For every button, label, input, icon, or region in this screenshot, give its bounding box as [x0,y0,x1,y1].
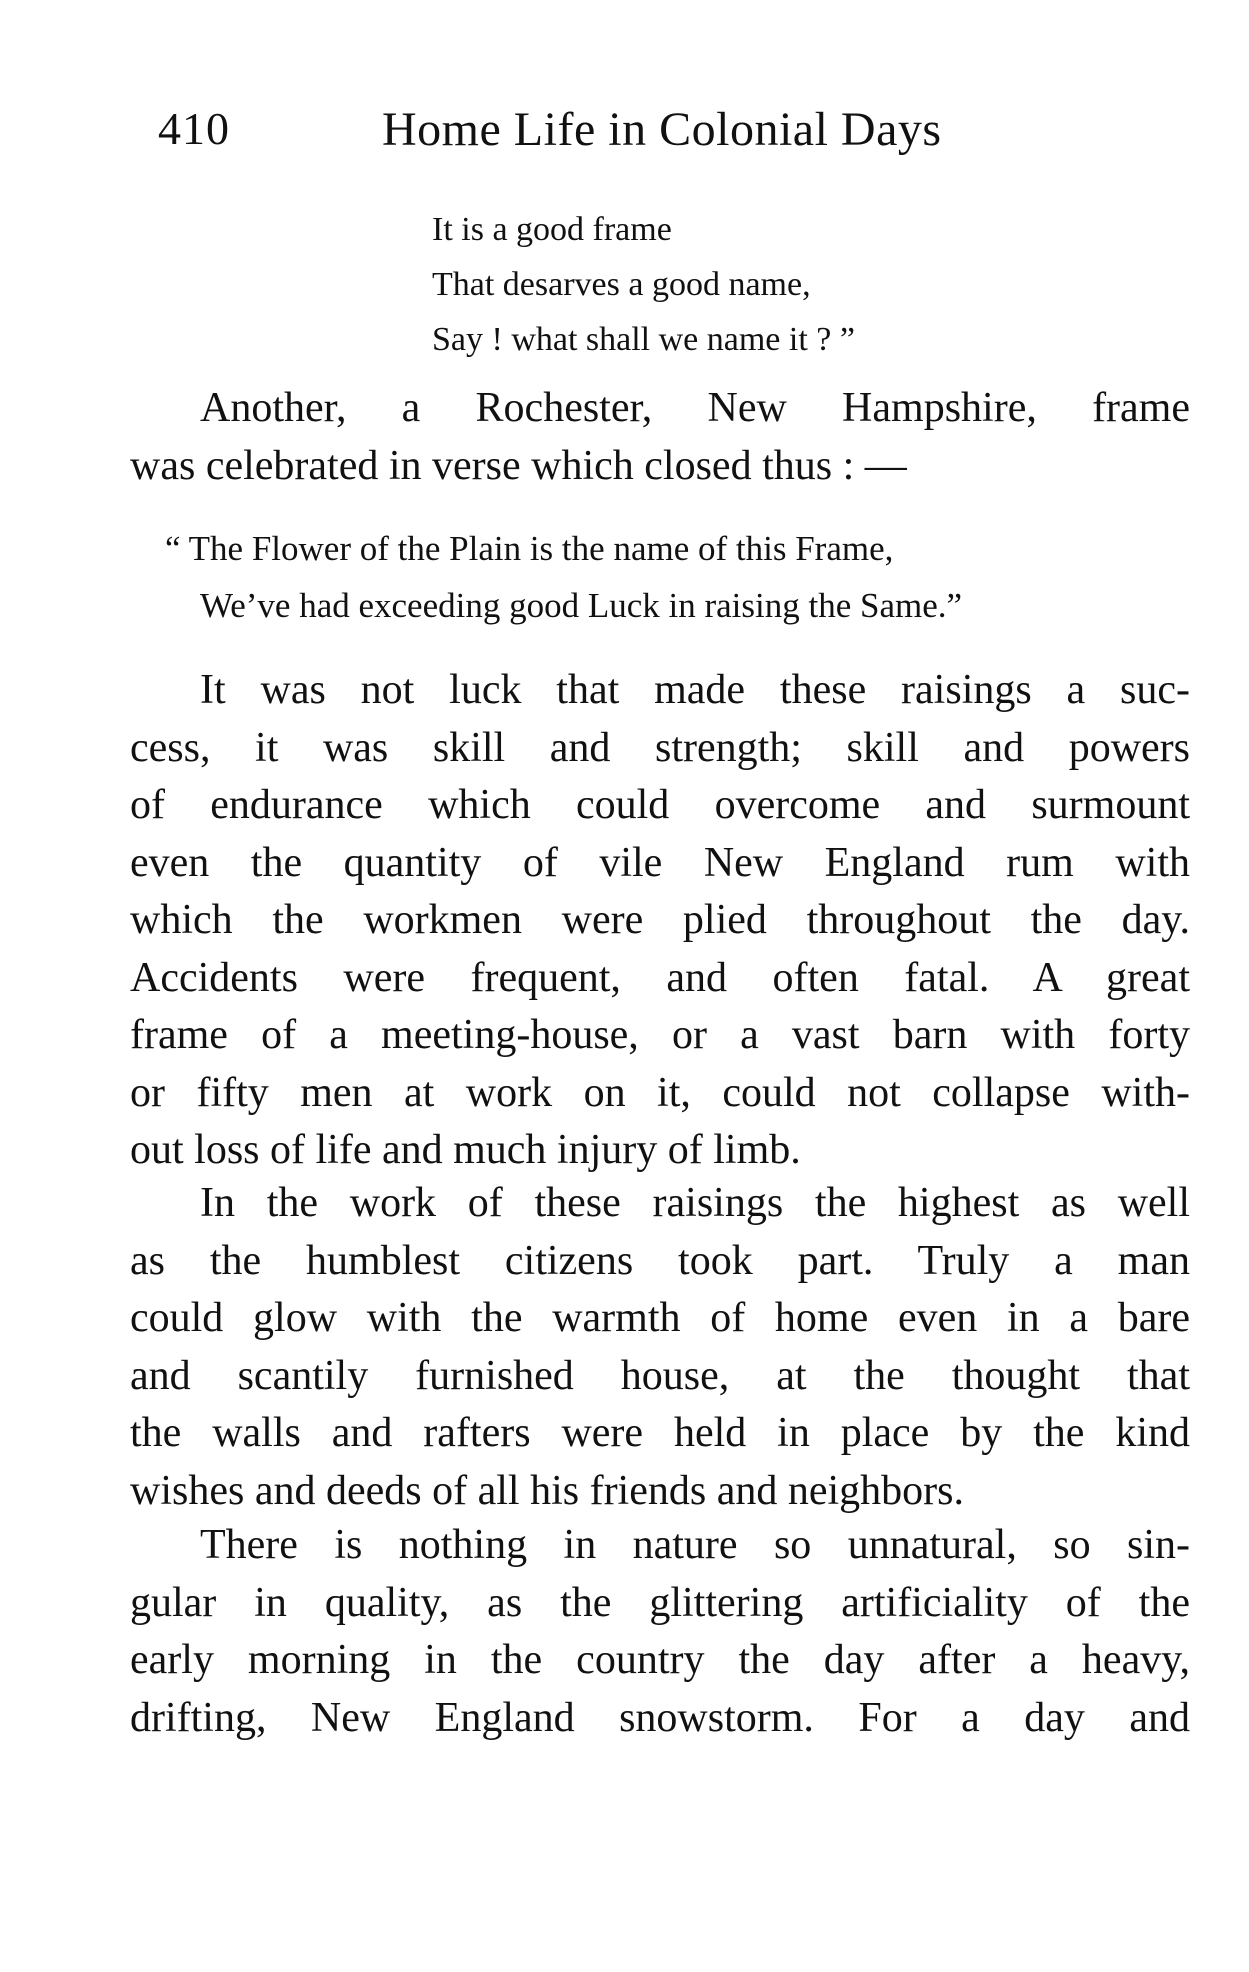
paragraph-1 [130,380,1190,495]
text-line: It was not luck that made these raisings a suc- [200,667,1190,713]
text-line: In the work of these raisings the highest as well [200,1180,1190,1226]
page-header [158,102,1058,172]
text-line: wishes and deeds of all his friends and neighbors. [130,1467,964,1514]
verse-quote-1 [432,202,855,367]
running-title: Home Life in Colonial Days [382,103,942,156]
text-line: or fifty men at work on it, could not collapse with- [130,1069,1190,1116]
verse-line: Say ! what shall we name it ? ” [432,321,855,358]
text-line: There is nothing in nature so unnatural, so sin- [200,1522,1190,1568]
text-line: and scantily furnished house, at the thought that [130,1352,1190,1399]
text-line: drifting, New England snowstorm. For a day and [130,1694,1190,1741]
verse-line: That desarves a good name, [432,266,811,303]
text-line: Another, a Rochester, New Hampshire, frame [200,385,1190,431]
text-line: cess, it was skill and strength; skill and powers [130,724,1190,771]
text-line: as the humblest citizens took part. Truly a man [130,1237,1190,1284]
text-line: out loss of life and much injury of limb. [130,1127,801,1173]
text-line: which the workmen were plied throughout the day. [130,897,1190,943]
text-line: even the quantity of vile New England rum with [130,839,1190,886]
text-line: frame of a meeting-house, or a vast barn with forty [130,1012,1190,1058]
text-line: early morning in the country the day after a heavy, [130,1637,1190,1683]
text-line: was celebrated in verse which closed thus : — [130,442,907,489]
verse-quote-2 [165,520,962,634]
text-line: of endurance which could overcome and surmount [130,782,1190,828]
page-number: 410 [158,103,230,154]
text-line: gular in quality, as the glittering artificiality of the [130,1579,1190,1626]
verse-line: “ The Flower of the Plain is the name of this Frame, [165,529,894,568]
paragraph-3 [130,1175,1190,1520]
paragraph-4 [130,1517,1190,1747]
text-line: Accidents were frequent, and often fatal. A great [130,954,1190,1001]
paragraph-2 [130,662,1190,1180]
text-line: the walls and rafters were held in place by the kind [130,1410,1190,1456]
text-line: could glow with the warmth of home even in a bare [130,1295,1190,1341]
verse-line: It is a good frame [432,211,672,248]
verse-line: We’ve had exceeding good Luck in raising the Same.” [200,586,963,625]
